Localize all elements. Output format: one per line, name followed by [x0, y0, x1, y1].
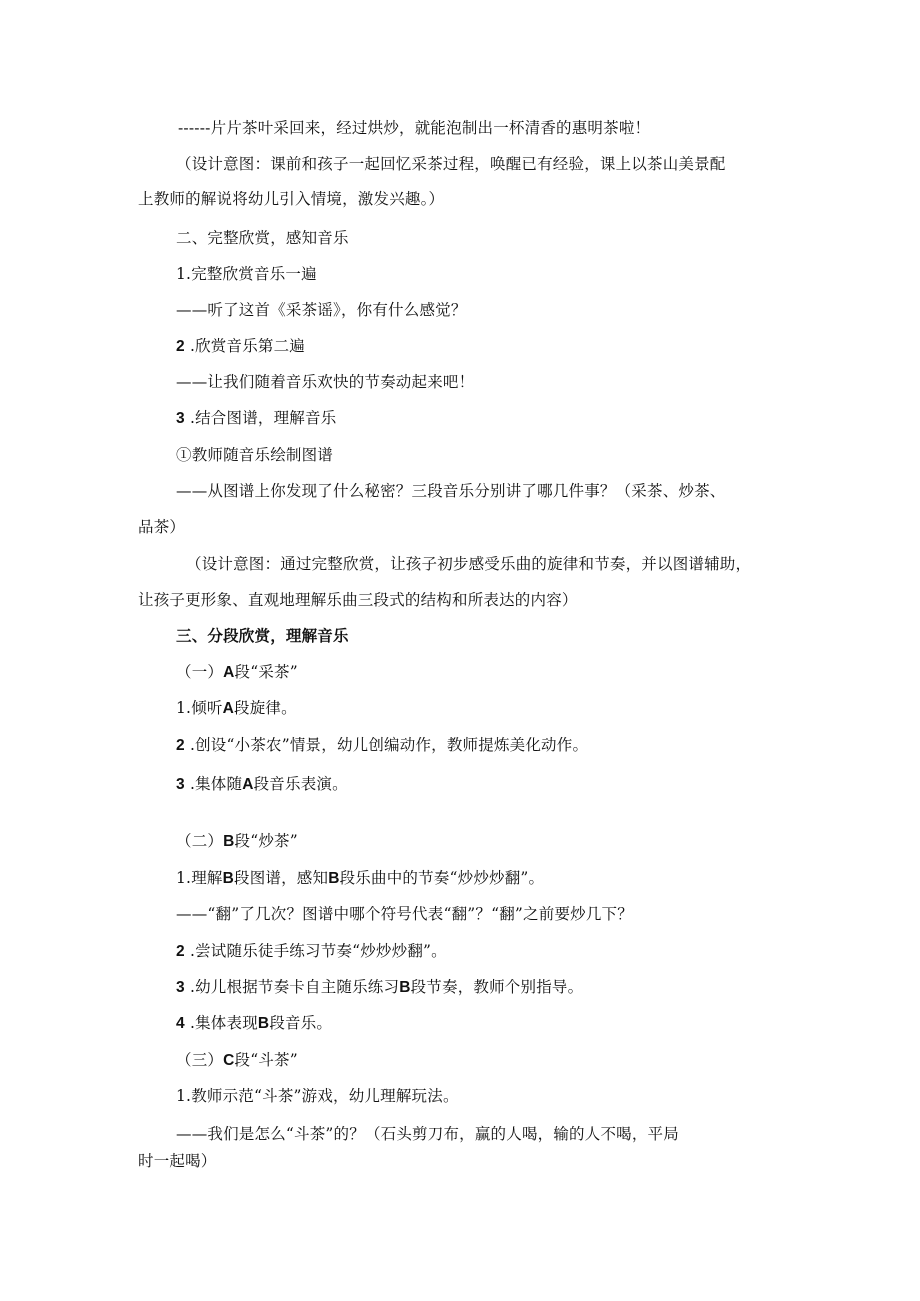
- segment-letter: A: [242, 776, 254, 793]
- step-text: 段旋律。: [234, 699, 297, 717]
- segment-letter: B: [399, 979, 411, 996]
- step-a-2: [176, 735, 588, 756]
- step-2-3-sub: ①教师随音乐绘制图谱: [176, 446, 334, 464]
- paragraph-design-intent-2-line1: （设计意图：通过完整欣赏，让孩子初步感受乐曲的旋律和节奏，并以图谱辅助，: [186, 555, 752, 573]
- segment-letter: A: [222, 700, 234, 717]
- step-text: 段乐曲中的节奏“炒炒炒翻”。: [339, 869, 545, 887]
- subsection-prefix: （三）: [176, 1051, 224, 1069]
- subsection-b: [176, 831, 298, 852]
- step-2-2: [176, 336, 305, 357]
- step-number: 3: [176, 776, 185, 793]
- question-2-3-line2: 品茶）: [138, 518, 186, 536]
- step-number: 2: [176, 338, 185, 355]
- step-b-4: [176, 1013, 332, 1034]
- question-c-1-line2: 时一起喝）: [138, 1152, 217, 1170]
- step-number: 3: [176, 979, 185, 996]
- step-text: .幼儿根据节奏卡自主随乐练习: [189, 978, 400, 996]
- segment-letter: B: [222, 870, 234, 887]
- segment-letter: C: [223, 1052, 235, 1069]
- question-b-1: ——“翻”了几次？图谱中哪个符号代表“翻”？“翻”之前要炒几下？: [176, 905, 633, 923]
- subsection-prefix: （一）: [176, 663, 224, 681]
- question-2-2: ——让我们随着音乐欢快的节奏动起来吧！: [176, 373, 475, 391]
- step-b-1: [176, 868, 544, 889]
- step-number: 2: [176, 737, 185, 754]
- step-text: 段音乐表演。: [253, 775, 348, 793]
- subsection-title: 段“炒茶”: [234, 832, 298, 850]
- paragraph-design-intent-2-line2: 让孩子更形象、直观地理解乐曲三段式的结构和所表达的内容）: [138, 591, 578, 609]
- step-text: .集体表现: [189, 1014, 258, 1032]
- step-text: .创设“小茶农”情景，幼儿创编动作，教师提炼美化动作。: [189, 736, 589, 754]
- step-text: 1.倾听: [176, 699, 223, 717]
- step-b-3: [176, 977, 583, 998]
- subsection-prefix: （二）: [176, 832, 224, 850]
- step-text: 段节奏，教师个别指导。: [410, 978, 584, 996]
- section-heading-3: 三、分段欣赏，理解音乐: [176, 626, 349, 645]
- step-a-1: [176, 698, 297, 719]
- subsection-c: [176, 1050, 298, 1071]
- step-text: 段音乐。: [269, 1014, 333, 1032]
- step-text: 1.理解: [176, 869, 223, 887]
- question-2-1: ——听了这首《采茶谣》，你有什么感觉？: [176, 301, 467, 319]
- step-text: .尝试随乐徒手练习节奏“炒炒炒翻”。: [189, 942, 447, 960]
- question-c-1-line1: ——我们是怎么“斗茶”的？（石头剪刀布，赢的人喝，输的人不喝，平局: [176, 1125, 679, 1143]
- step-text: 段图谱，感知: [234, 869, 329, 887]
- paragraph-design-intent-1-line2: 上教师的解说将幼儿引入情境，激发兴趣。）: [138, 190, 445, 208]
- paragraph-tea-intro: ------片片茶叶采回来，经过烘炒，就能泡制出一杯清香的惠明茶啦！: [178, 119, 651, 137]
- subsection-a: [176, 662, 298, 683]
- section-heading-2: 二、完整欣赏，感知音乐: [176, 229, 349, 247]
- segment-letter: B: [223, 833, 235, 850]
- segment-letter: B: [328, 870, 340, 887]
- segment-letter: A: [223, 664, 235, 681]
- step-number: 2: [176, 943, 185, 960]
- subsection-title: 段“斗茶”: [234, 1051, 298, 1069]
- step-b-2: [176, 941, 447, 962]
- step-text: .欣赏音乐第二遍: [189, 337, 305, 355]
- step-number: 3: [176, 410, 185, 427]
- step-2-1: 1.完整欣赏音乐一遍: [176, 265, 317, 283]
- step-number: 4: [176, 1015, 185, 1032]
- step-text: .集体随: [189, 775, 243, 793]
- subsection-title: 段“采茶”: [234, 663, 298, 681]
- step-a-3: [176, 774, 348, 795]
- step-2-3: [176, 408, 336, 429]
- step-c-1: 1.教师示范“斗茶”游戏，幼儿理解玩法。: [176, 1087, 459, 1105]
- step-text: .结合图谱，理解音乐: [189, 409, 337, 427]
- segment-letter: B: [257, 1015, 270, 1032]
- paragraph-design-intent-1-line1: （设计意图：课前和孩子一起回忆采茶过程，唤醒已有经验，课上以茶山美景配: [176, 155, 726, 173]
- question-2-3-line1: ——从图谱上你发现了什么秘密？三段音乐分别讲了哪几件事？（采茶、炒茶、: [176, 482, 726, 500]
